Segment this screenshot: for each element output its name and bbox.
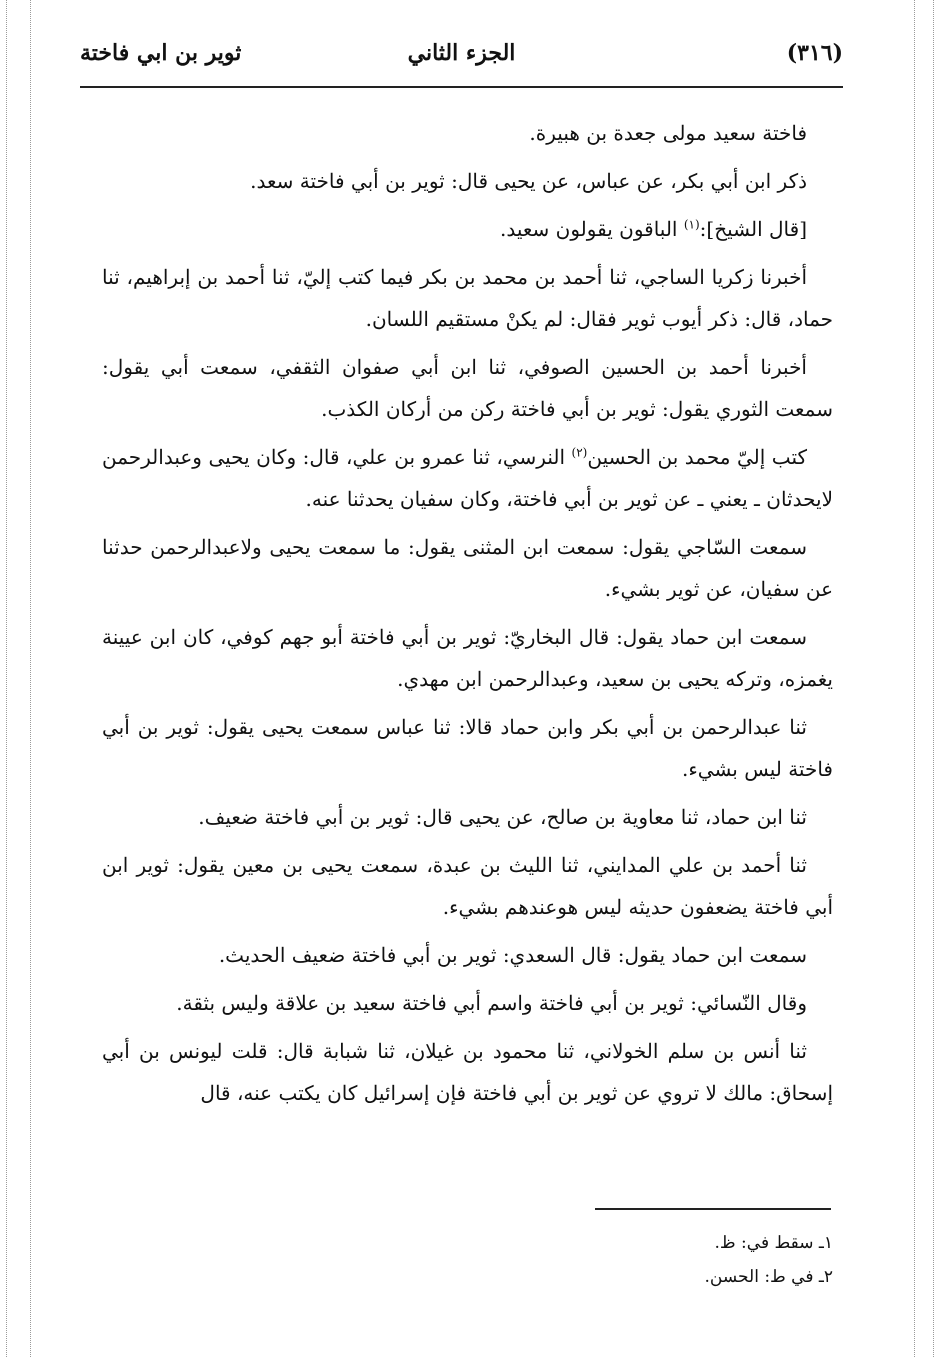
header-rule [80, 86, 843, 88]
paragraph [102, 982, 833, 1024]
scan-edge-left [6, 0, 7, 1357]
scan-edge-right [933, 0, 934, 1357]
paragraph-text: ثنا أحمد بن علي المدايني، ثنا الليث بن عبدة، سمعت يحيى بن معين يقول: ثوير ابن أبي فاختة يضعفون حديثه ليس هوعندهم بشيء. [102, 853, 833, 919]
page-header [80, 36, 843, 82]
paragraph-text: كتب إليّ محمد بن الحسين [587, 445, 808, 469]
paragraph [102, 112, 833, 154]
paragraph [102, 616, 833, 700]
volume-title: الجزء الثاني [407, 40, 516, 66]
main-text [102, 112, 833, 1120]
scan-edge-left-inner [30, 0, 31, 1357]
paragraph-text: ثنا أنس بن سلم الخولاني، ثنا محمود بن غيلان، ثنا شبابة قال: قلت ليونس بن أبي إسحاق: مالك لا تروي عن ثوير بن أبي فاختة فإن إسرائيل كان يكتب عنه، قال [102, 1039, 833, 1105]
paragraph-text-continued: النرسي، ثنا عمرو بن علي، قال: وكان يحيى وعبدالرحمن لايحدثان ـ يعني ـ عن ثوير بن أبي فاختة، وكان سفيان يحدثنا عنه. [102, 445, 833, 511]
paragraph [102, 160, 833, 202]
footnote-2: ٢ـ في ط: الحسن. [704, 1267, 833, 1287]
paragraph-text: سمعت السّاجي يقول: سمعت ابن المثنى يقول: ما سمعت يحيى ولاعبدالرحمن حدثنا عن سفيان، عن ثوير بشيء. [102, 535, 833, 601]
paragraph-text: أخبرنا زكريا الساجي، ثنا أحمد بن محمد بن بكر فيما كتب إليّ، ثنا أحمد بن إبراهيم، ثنا حماد، قال: ذكر أيوب ثوير فقال: لم يكنْ مستقيم اللسان. [102, 265, 833, 331]
paragraph [102, 526, 833, 610]
running-title: ثوير بن ابي فاختة [80, 40, 242, 66]
scan-edge-right-inner [914, 0, 915, 1357]
paragraph [102, 346, 833, 430]
paragraph [102, 208, 833, 250]
paragraph [102, 796, 833, 838]
footnote-reference: (٢) [571, 445, 588, 460]
paragraph-text: ثنا ابن حماد، ثنا معاوية بن صالح، عن يحيى قال: ثوير بن أبي فاختة ضعيف. [198, 805, 807, 829]
footnote-rule [595, 1208, 831, 1210]
paragraph-text: سمعت ابن حماد يقول: قال السعدي: ثوير بن أبي فاختة ضعيف الحديث. [218, 943, 807, 967]
footnote-1: ١ـ سقط في: ظ. [714, 1233, 833, 1253]
paragraph-text: فاختة سعيد مولى جعدة بن هبيرة. [529, 121, 807, 145]
page-number: (٣١٦) [786, 40, 843, 66]
paragraph [102, 844, 833, 928]
paragraph [102, 256, 833, 340]
paragraph-text: [قال الشيخ]: [699, 217, 807, 241]
paragraph [102, 706, 833, 790]
paragraph-text: ثنا عبدالرحمن بن أبي بكر وابن حماد قالا: ثنا عباس سمعت يحيى يقول: ثوير بن أبي فاختة ليس بشيء. [102, 715, 833, 781]
paragraph [102, 934, 833, 976]
paragraph-text: وقال النّسائي: ثوير بن أبي فاختة واسم أبي فاختة سعيد بن علاقة وليس بثقة. [176, 991, 807, 1015]
paragraph-text: ذكر ابن أبي بكر، عن عباس، عن يحيى قال: ثوير بن أبي فاختة سعد. [250, 169, 807, 193]
footnote-reference: (١) [683, 217, 700, 232]
paragraph [102, 1030, 833, 1114]
paragraph-text: سمعت ابن حماد يقول: قال البخاريّ: ثوير بن أبي فاختة أبو جهم كوفي، كان ابن عيينة يغمزه، وتركه يحيى بن سعيد، وعبدالرحمن ابن مهدي. [102, 625, 833, 691]
paragraph-text: أخبرنا أحمد بن الحسين الصوفي، ثنا ابن أبي صفوان الثقفي، سمعت أبي يقول: سمعت الثوري يقول: ثوير بن أبي فاختة ركن من أركان الكذب. [102, 355, 833, 421]
paragraph-text-continued: الباقون يقولون سعيد. [499, 217, 684, 241]
footnotes [400, 1226, 833, 1294]
paragraph [102, 436, 833, 520]
